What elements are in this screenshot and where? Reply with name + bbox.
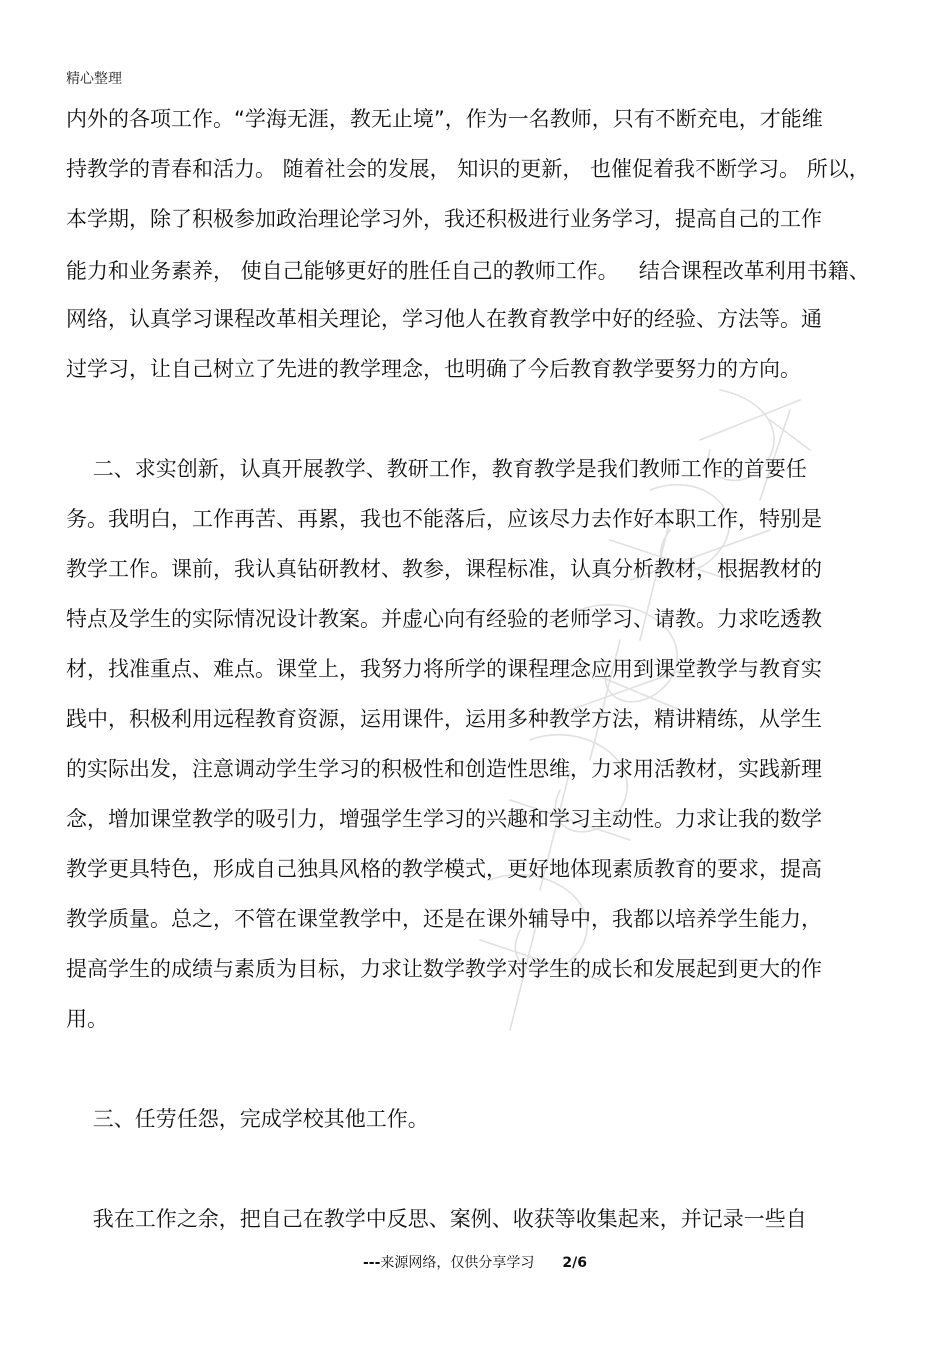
body-line: 践中，积极利用远程教育资源，运用课件，运用多种教学方法，精讲精练，从学生	[66, 707, 822, 731]
body-line: 教学更具特色，形成自己独具风格的教学模式，更好地体现素质教育的要求，提高	[66, 857, 822, 881]
body-line: 的实际出发，注意调动学生学习的积极性和创造性思维，力求用活教材，实践新理	[66, 757, 822, 781]
body-line: 务。我明白，工作再苦、再累，我也不能落后，应该尽力去作好本职工作，特别是	[66, 507, 822, 531]
page-header: 精心整理	[66, 71, 122, 87]
body-line: 教学工作。课前，我认真钻研教材、教参，课程标准，认真分析教材，根据教材的	[66, 557, 822, 581]
page-footer	[0, 1252, 950, 1272]
body-line: 三、任劳任怨，完成学校其他工作。	[66, 1107, 429, 1131]
body-line: 我在工作之余，把自己在教学中反思、案例、收获等收集起来，并记录一些自	[66, 1207, 807, 1231]
page-number: 2/6	[562, 1255, 588, 1271]
body-line: 能力和业务素养， 使自己能够更好的胜任自己的教师工作。 结合课程改革利用书籍、	[66, 259, 870, 283]
body-line: 二、求实创新，认真开展教学、教研工作，教育教学是我们教师工作的首要任	[66, 457, 807, 481]
body-line: 本学期，除了积极参加政治理论学习外，我还积极进行业务学习，提高自己的工作	[66, 207, 822, 231]
body-line: 用。	[66, 1007, 108, 1031]
body-line: 提高学生的成绩与素质为目标，力求让数学教学对学生的成长和发展起到更大的作	[66, 957, 822, 981]
body-line: 念，增加课堂教学的吸引力，增强学生学习的兴趣和学习主动性。力求让我的数学	[66, 807, 822, 831]
footer-source: 来源网络，仅供分享学习	[380, 1255, 535, 1271]
body-line: 网络，认真学习课程改革相关理论，学习他人在教育教学中好的经验、方法等。通	[66, 307, 822, 331]
body-line: 教学质量。总之，不管在课堂教学中，还是在课外辅导中，我都以培养学生能力，	[66, 907, 822, 931]
body-line: 持教学的青春和活力。 随着社会的发展， 知识的更新， 也催促着我不断学习。 所以，	[66, 157, 870, 181]
body-line: 内外的各项工作。“学海无涯，教无止境”，作为一名教师，只有不断充电，才能维	[66, 107, 823, 131]
footer-dash: ---	[362, 1255, 381, 1271]
body-line: 材，找准重点、难点。课堂上，我努力将所学的课程理念应用到课堂教学与教育实	[66, 657, 822, 681]
body-line: 特点及学生的实际情况设计教案。并虚心向有经验的老师学习、请教。力求吃透教	[66, 607, 822, 631]
body-line: 过学习，让自己树立了先进的教学理念，也明确了今后教育教学要努力的方向。	[66, 357, 801, 381]
